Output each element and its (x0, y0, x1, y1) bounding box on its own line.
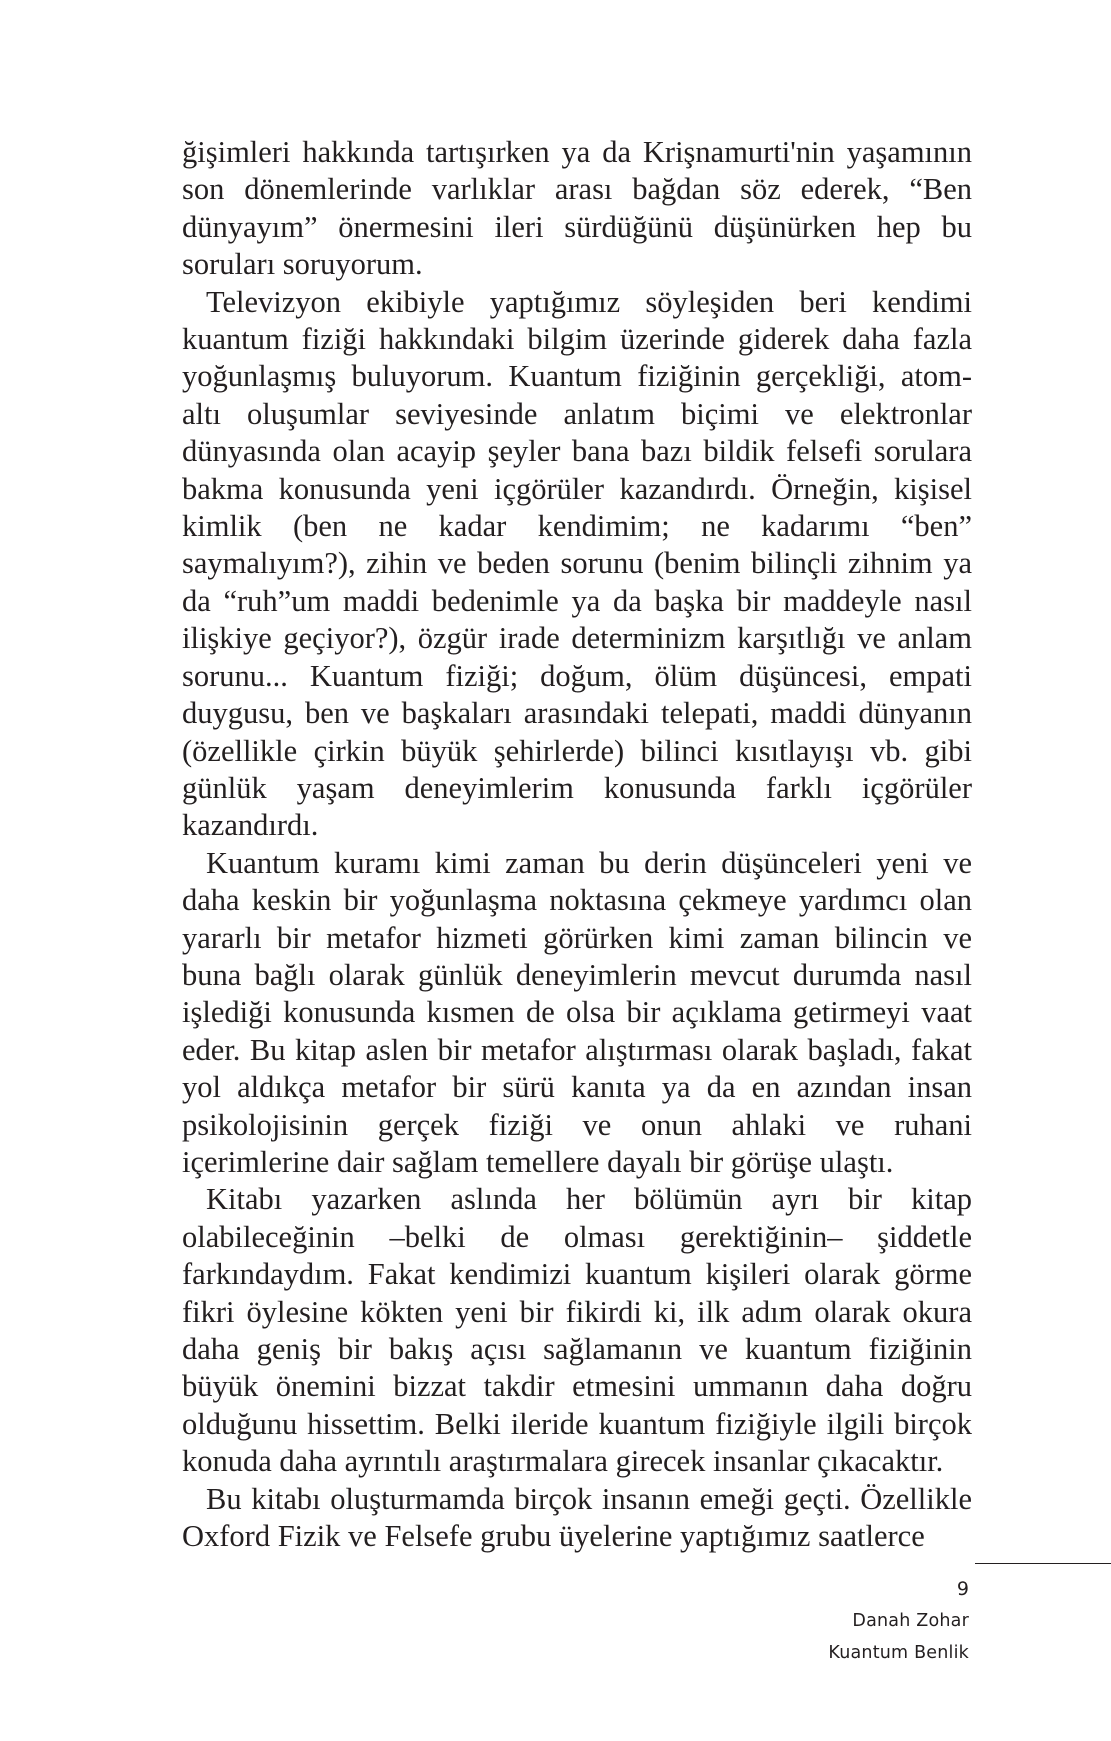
paragraph: Kuantum kuramı kimi zaman bu derin düşünceleri yeni ve daha keskin bir yoğunlaşma noktasına çekmeye yardımcı olan yararlı bir metafor hizmeti görürken kimi zaman bilincin ve buna bağlı olarak günlük deneyimlerin mevcut durumda nasıl işlediği konusunda kısmen de olsa bir açıklama getirmeyi vaat eder. Bu kitap aslen bir metafor alıştırması olarak başladı, fakat yol aldıkça metafor bir sürü kanıta ya da en azından insan psikolojisinin gerçek fiziği ve onun ahlaki ve ruhani içerimlerine dair sağlam temellere dayalı bir görüşe ulaştı. (182, 845, 972, 1179)
book-title: Kuantum Benlik (828, 1643, 969, 1663)
paragraph: Bu kitabı oluşturmamda birçok insanın emeği geçti. Özellikle Oxford Fizik ve Felsefe grubu üyelerine yaptığımız saatlerce (182, 1481, 972, 1554)
paragraph: Televizyon ekibiyle yaptığımız söyleşiden beri kendimi kuantum fiziği hakkındaki bilgim üzerinde giderek daha fazla yoğunlaşmış buluyorum. Kuantum fiziğinin gerçekliği, atom-altı oluşumlar seviyesinde anlatım biçimi ve elektronlar dünyasında olan acayip şeyler bana bazı bildik felsefi sorulara bakma konusunda yeni içgörüler kazandırdı. Örneğin, kişisel kimlik (ben ne kadar kendimim; ne kadarımı “ben” saymalıyım?), zihin ve beden sorunu (benim bilinçli zihnim ya da “ruh”um maddi bedenimle ya da başka bir maddeyle nasıl ilişkiye geçiyor?), özgür irade determinizm karşıtlığı ve anlam sorunu... Kuantum fiziği; doğum, ölüm düşüncesi, empati duygusu, ben ve başkaları arasındaki telepati, maddi dünyanın (özellikle çirkin büyük şehirlerde) bilinci kısıtlayışı vb. gibi günlük yaşam deneyimlerim konusunda farklı içgörüler kazandırdı. (182, 284, 972, 843)
page-footer (828, 1573, 969, 1669)
paragraph: Kitabı yazarken aslında her bölümün ayrı bir kitap olabileceğinin –belki de olması gerektiğinin– şiddetle farkındaydım. Fakat kendimizi kuantum kişileri olarak görme fikri öylesine kökten yeni bir fikirdi ki, ilk adım olarak okura daha geniş bir bakış açısı sağlamanın ve kuantum fiziğinin büyük önemini bizzat takdir etmesini ummanın daha doğru olduğunu hissettim. Belki ileride kuantum fiziğiyle ilgili birçok konuda daha ayrıntılı araştırmalara girecek insanlar çıkacaktır. (182, 1182, 972, 1479)
author-name: Danah Zohar (852, 1611, 969, 1631)
paragraph-continued: ğişimleri hakkında tartışırken ya da Krişnamurti'nin yaşamının son dönemlerinde varlıklar arası bağdan söz ederek, “Ben dünyayım” önermesini ileri sürdüğünü düşünürken hep bu soruları soruyorum. (182, 135, 972, 282)
footer-divider (975, 1563, 1111, 1564)
body-text (182, 134, 972, 1555)
page-number: 9 (956, 1578, 969, 1600)
